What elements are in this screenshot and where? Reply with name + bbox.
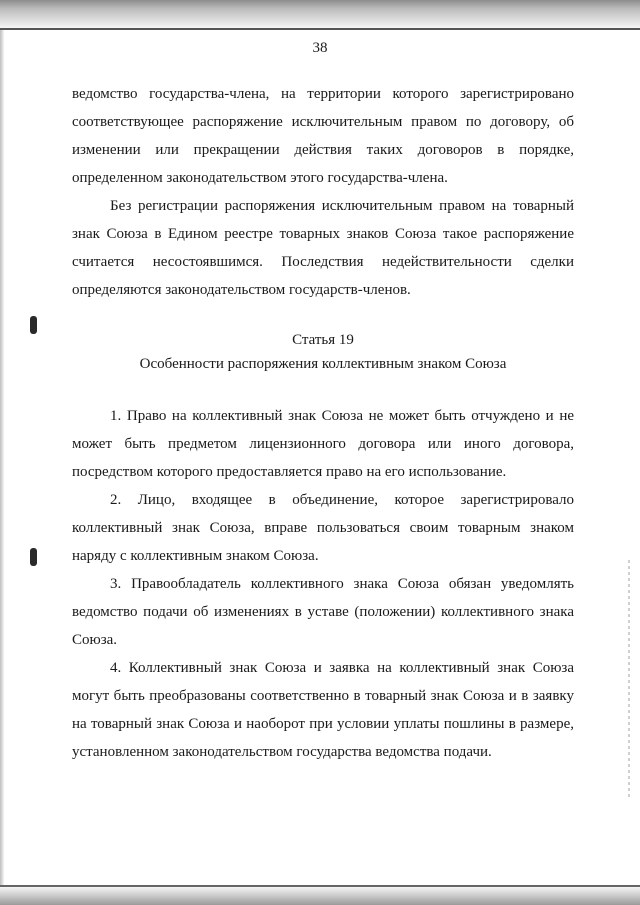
page-number: 38 [312, 40, 328, 56]
intro-paragraph-2: Без регистрации распоряжения исключительным правом на товарный знак Союза в Едином реестре товарных знаков Союза такое распоряжение считается несостоявшимся. Последствия недействительности сделки определяются законодательством государств-членов. [72, 198, 574, 298]
article-title: Особенности распоряжения коллективным знаком Союза [139, 356, 507, 372]
scan-bottom-border [0, 885, 640, 905]
article-paragraph-4: 4. Коллективный знак Союза и заявка на коллективный знак Союза могут быть преобразованы соответственно в товарный знак Союза и в заявку на товарный знак Союза и наоборот при условии уплаты пошлины в размере, установленном законодательством государства ведомства подачи. [72, 660, 574, 760]
scan-top-border [0, 0, 640, 30]
document-body [72, 80, 574, 766]
article-paragraph-1: 1. Право на коллективный знак Союза не может быть отчуждено и не может быть предметом лицензионного договора или иного договора, посредством которого предоставляется право на его использование. [72, 408, 574, 480]
intro-paragraph-1: ведомство государства-члена, на территории которого зарегистрировано соответствующее распоряжение исключительным правом по договору, об изменении или прекращении действия таких договоров в порядке, определенном законодательством этого государства-члена. [72, 86, 574, 186]
article-heading [72, 328, 574, 376]
scan-edge-artifact [628, 560, 630, 800]
binder-hole-mark [30, 316, 37, 334]
article-number: Статья 19 [292, 332, 354, 348]
binder-hole-mark [30, 548, 37, 566]
article-paragraph-3: 3. Правообладатель коллективного знака Союза обязан уведомлять ведомство подачи об изменениях в уставе (положении) коллективного знака Союза. [72, 576, 574, 648]
scan-left-edge [0, 30, 4, 885]
article-paragraph-2: 2. Лицо, входящее в объединение, которое зарегистрировало коллективный знак Союза, вправе пользоваться своим товарным знаком наряду с коллективным знаком Союза. [72, 492, 574, 564]
